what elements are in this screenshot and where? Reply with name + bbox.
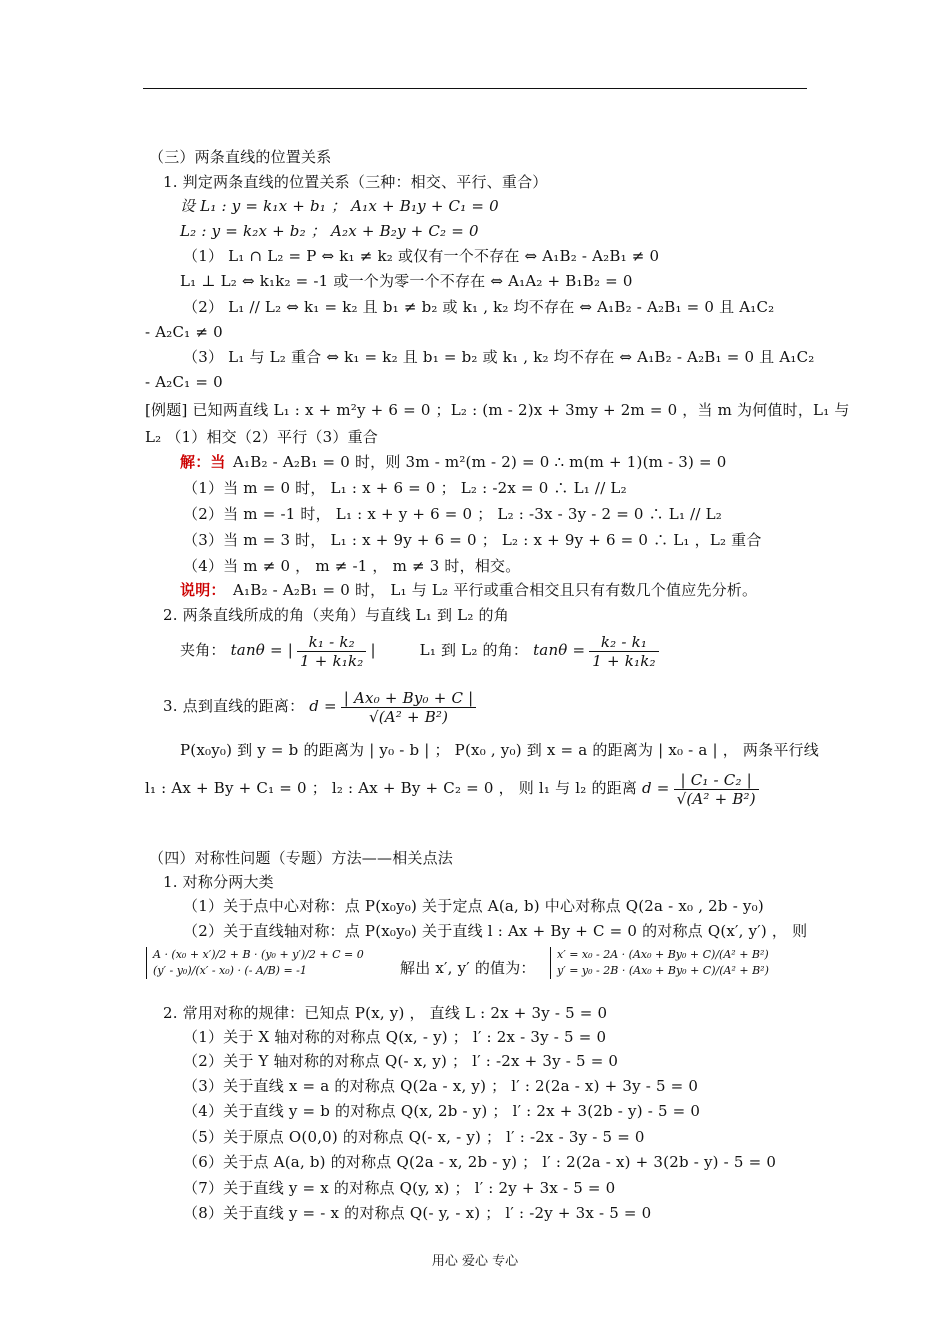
text-line: （2） L₁ // L₂ ⇔ k₁ = k₂ 且 b₁ ≠ b₂ 或 k₁ , k₂ 均不存在 ⇔ A₁B₂ - A₂B₁ = 0 且 A₁C₂ bbox=[183, 298, 775, 316]
parallel-fraction bbox=[674, 771, 759, 808]
symmetry-system-2 bbox=[550, 947, 769, 979]
text-line: （2）关于 Y 轴对称的对称点 Q(- x, y) ； l′ : -2x + 3y - 5 = 0 bbox=[183, 1052, 619, 1070]
text-line: （1）关于 X 轴对称的对称点 Q(x, - y) ； l′ : 2x - 3y - 5 = 0 bbox=[183, 1028, 607, 1046]
text-line: A₁B₂ - A₂B₁ = 0 时， L₁ 与 L₂ 平行或重合相交且只有有数几个值应先分析。 bbox=[233, 581, 758, 599]
solution-label: 解：当 bbox=[180, 453, 226, 471]
parallel-distance bbox=[145, 770, 763, 808]
parallel-denominator: √(A² + B²) bbox=[676, 789, 756, 808]
text-line: （2）关于直线轴对称：点 P(x₀y₀) 关于直线 l : Ax + By + C = 0 的对称点 Q(x′, y′) ， 则 bbox=[183, 922, 808, 940]
text-line: （三）两条直线的位置关系 bbox=[149, 148, 332, 166]
text-line: - A₂C₁ = 0 bbox=[145, 373, 223, 391]
system2-eq-a: x′ = x₀ - 2A · (Ax₀ + By₀ + C)/(A² + B²) bbox=[557, 948, 769, 961]
text-line: （7）关于直线 y = x 的对称点 Q(y, x) ； l′ : 2y + 3x - 5 = 0 bbox=[183, 1179, 616, 1197]
text-line: L₂ （1）相交（2）平行（3）重合 bbox=[145, 428, 378, 446]
tan-formula-end: | bbox=[370, 641, 376, 659]
text-line: （8）关于直线 y = - x 的对称点 Q(- y, - x) ； l′ : -2y + 3x - 5 = 0 bbox=[183, 1204, 652, 1222]
text-line: [例题] 已知两直线 L₁ : x + m²y + 6 = 0 ；L₂ : (m - 2)x + 3my + 2m = 0 ，当 m 为何值时，L₁ 与 bbox=[145, 401, 850, 419]
directed-angle-label: L₁ 到 L₂ 的角： bbox=[419, 641, 529, 659]
text-line: （5）关于原点 O(0,0) 的对称点 Q(- x, - y) ； l′ : -2x - 3y - 5 = 0 bbox=[183, 1128, 645, 1146]
text-line: （1） L₁ ∩ L₂ = P ⇔ k₁ ≠ k₂ 或仅有一个不存在 ⇔ A₁B₂ - A₂B₁ ≠ 0 bbox=[183, 247, 660, 265]
tan2-denominator: 1 + k₁k₂ bbox=[592, 651, 656, 670]
distance-title: 3. 点到直线的距离： bbox=[163, 697, 305, 715]
distance-numerator: | Ax₀ + By₀ + C | bbox=[341, 689, 477, 708]
parallel-numerator: | C₁ - C₂ | bbox=[674, 771, 759, 790]
text-line: 2. 常用对称的规律：已知点 P(x, y) ， 直线 L : 2x + 3y - 5 = 0 bbox=[163, 1004, 608, 1022]
solve-label: 解出 x′, y′ 的值为： bbox=[400, 959, 536, 977]
distance-formula bbox=[163, 688, 480, 726]
text-line: A₁B₂ - A₂B₁ = 0 时，则 3m - m²(m - 2) = 0 ∴ m(m + 1)(m - 3) = 0 bbox=[233, 453, 727, 471]
system1-eq-b: (y′ - y₀)/(x′ - x₀) · (- A/B) = -1 bbox=[153, 964, 307, 977]
text-line: 1. 对称分两大类 bbox=[163, 873, 274, 891]
angle-formulas bbox=[180, 632, 663, 670]
text-line: （4）当 m ≠ 0 ， m ≠ -1 ， m ≠ 3 时，相交。 bbox=[183, 557, 521, 575]
distance-denominator: √(A² + B²) bbox=[368, 707, 449, 726]
tan2-fraction bbox=[589, 633, 658, 670]
text-line: （2）当 m = -1 时， L₁ : x + y + 6 = 0 ； L₂ : -3x - 3y - 2 = 0 ∴ L₁ // L₂ bbox=[183, 505, 723, 523]
text-line: 1. 判定两条直线的位置关系（三种：相交、平行、重合） bbox=[163, 173, 548, 191]
distance-lhs: d = bbox=[309, 697, 337, 715]
top-rule bbox=[143, 88, 807, 89]
parallel-lhs: d = bbox=[642, 779, 670, 797]
included-angle-label: 夹角： bbox=[180, 641, 226, 659]
note-label: 说明： bbox=[180, 581, 226, 599]
tan2-lhs: tanθ = bbox=[533, 641, 586, 659]
text-line: （3）当 m = 3 时， L₁ : x + 9y + 6 = 0 ； L₂ : x + 9y + 6 = 0 ∴ L₁ ，L₂ 重合 bbox=[183, 531, 762, 549]
page-footer: 用心 爱心 专心 bbox=[431, 1254, 519, 1269]
text-line: 设 L₁ : y = k₁x + b₁ ； A₁x + B₁y + C₁ = 0 bbox=[180, 197, 499, 215]
distance-fraction bbox=[341, 689, 477, 726]
parallel-lines-text: l₁ : Ax + By + C₁ = 0 ； l₂ : Ax + By + C₂ = 0 ， 则 l₁ 与 l₂ 的距离 bbox=[145, 779, 638, 797]
text-line: （1）关于点中心对称：点 P(x₀y₀) 关于定点 A(a, b) 中心对称点 Q(2a - x₀ , 2b - y₀) bbox=[183, 897, 764, 915]
text-line: （四）对称性问题（专题）方法——相关点法 bbox=[149, 849, 454, 867]
text-line: （1）当 m = 0 时， L₁ : x + 6 = 0 ； L₂ : -2x = 0 ∴ L₁ // L₂ bbox=[183, 479, 627, 497]
system1-eq-a: A · (x₀ + x′)/2 + B · (y₀ + y′)/2 + C = 0 bbox=[153, 948, 364, 961]
tan-denominator: 1 + k₁k₂ bbox=[300, 651, 364, 670]
text-line: L₂ : y = k₂x + b₂ ； A₂x + B₂y + C₂ = 0 bbox=[180, 222, 479, 240]
text-line: P(x₀y₀) 到 y = b 的距离为 | y₀ - b | ； P(x₀ , y₀) 到 x = a 的距离为 | x₀ - a | ， 两条平行线 bbox=[180, 741, 819, 759]
text-line: （3） L₁ 与 L₂ 重合 ⇔ k₁ = k₂ 且 b₁ = b₂ 或 k₁ , k₂ 均不存在 ⇔ A₁B₂ - A₂B₁ = 0 且 A₁C₂ bbox=[183, 348, 815, 366]
tan-formula-lhs: tanθ = | bbox=[230, 641, 293, 659]
tan-fraction bbox=[297, 633, 366, 670]
text-line: - A₂C₁ ≠ 0 bbox=[145, 323, 223, 341]
symmetry-system-1 bbox=[146, 947, 364, 979]
text-line: 2. 两条直线所成的角（夹角）与直线 L₁ 到 L₂ 的角 bbox=[163, 606, 509, 624]
text-line: （3）关于直线 x = a 的对称点 Q(2a - x, y) ； l′ : 2(2a - x) + 3y - 5 = 0 bbox=[183, 1077, 699, 1095]
tan-numerator: k₁ - k₂ bbox=[297, 633, 366, 652]
text-line: （4）关于直线 y = b 的对称点 Q(x, 2b - y) ； l′ : 2x + 3(2b - y) - 5 = 0 bbox=[183, 1102, 701, 1120]
system2-eq-b: y′ = y₀ - 2B · (Ax₀ + By₀ + C)/(A² + B²) bbox=[557, 964, 769, 977]
tan2-numerator: k₂ - k₁ bbox=[589, 633, 658, 652]
text-line: L₁ ⊥ L₂ ⇔ k₁k₂ = -1 或一个为零一个不存在 ⇔ A₁A₂ + B₁B₂ = 0 bbox=[180, 272, 633, 290]
text-line: （6）关于点 A(a, b) 的对称点 Q(2a - x, 2b - y) ； l′ : 2(2a - x) + 3(2b - y) - 5 = 0 bbox=[183, 1153, 777, 1171]
